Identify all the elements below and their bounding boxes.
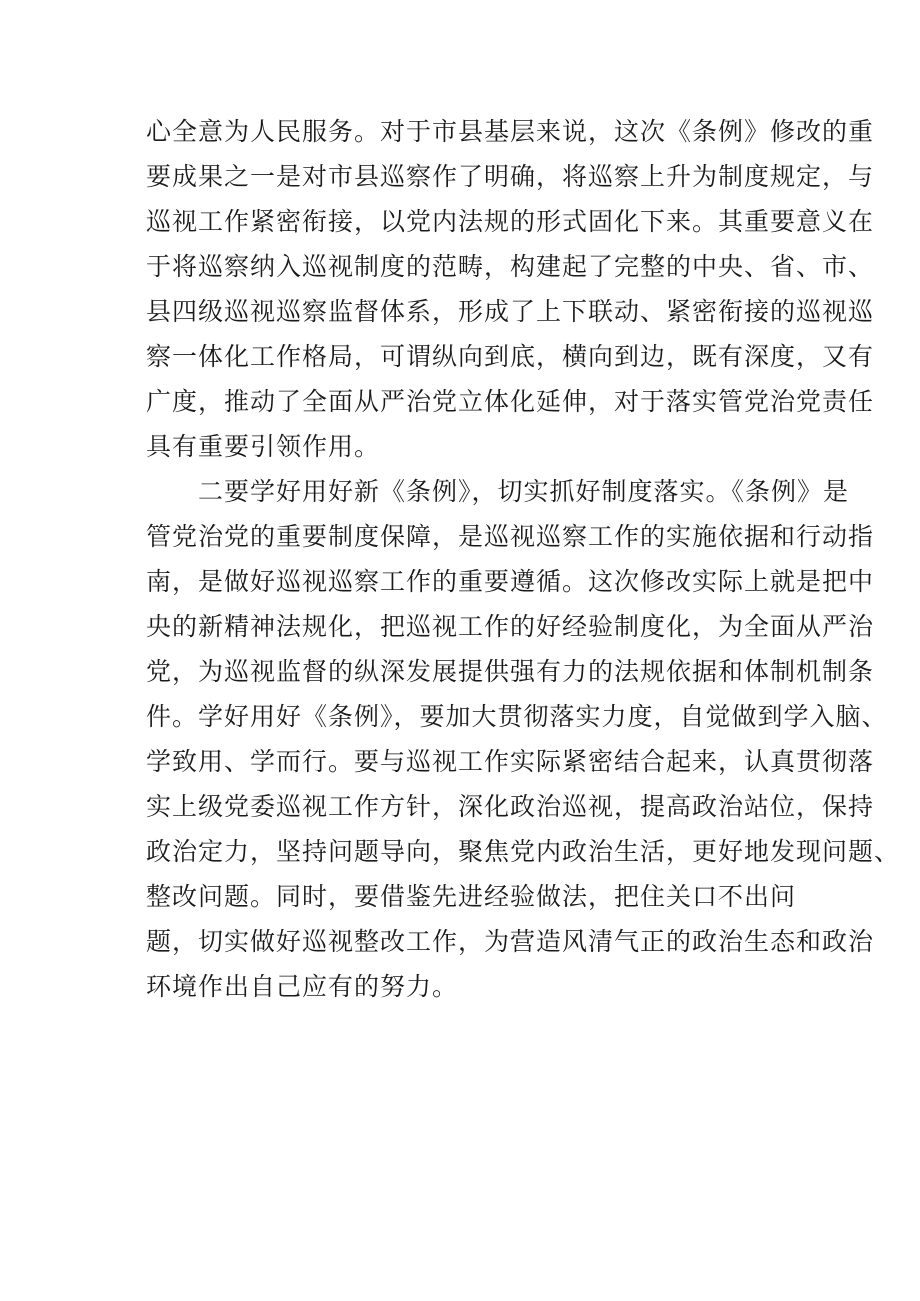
text-line: 管党治党的重要制度保障，是巡视巡察工作的实施依据和行动指 xyxy=(146,522,875,551)
paragraph-1 xyxy=(146,109,875,469)
text-line: 于将巡察纳入巡视制度的范畴，构建起了完整的中央、省、市、 xyxy=(146,252,875,281)
text-line: 二要学好用好新《条例》，切实抓好制度落实。《条例》是 xyxy=(146,477,850,506)
text-line: 党，为巡视监督的纵深发展提供强有力的法规依据和体制机制条 xyxy=(146,657,875,686)
text-line: 实上级党委巡视工作方针，深化政治巡视，提高政治站位，保持 xyxy=(146,792,875,821)
text-line: 巡视工作紧密衔接，以党内法规的形式固化下来。其重要意义在 xyxy=(146,207,875,236)
text-line: 件。学好用好《条例》，要加大贯彻落实力度，自觉做到学入脑、 xyxy=(146,702,888,731)
text-line: 学致用、学而行。要与巡视工作实际紧密结合起来，认真贯彻落 xyxy=(146,747,875,776)
text-line: 题，切实做好巡视整改工作，为营造风清气正的政治生态和政治 xyxy=(146,927,875,956)
text-line: 整改问题。同时，要借鉴先进经验做法，把住关口不出问 xyxy=(146,882,797,911)
paragraph-2 xyxy=(146,469,901,1009)
text-line: 要成果之一是对市县巡察作了明确，将巡察上升为制度规定，与 xyxy=(146,162,875,191)
text-line: 央的新精神法规化，把巡视工作的好经验制度化，为全面从严治 xyxy=(146,612,875,641)
text-line: 心全意为人民服务。对于市县基层来说，这次《条例》修改的重 xyxy=(146,117,875,146)
document-body xyxy=(146,109,901,1009)
text-line: 具有重要引领作用。 xyxy=(146,432,381,461)
text-line: 政治定力，坚持问题导向，聚焦党内政治生活，更好地发现问题、 xyxy=(146,837,901,866)
text-line: 广度，推动了全面从严治党立体化延伸，对于落实管党治党责任 xyxy=(146,387,875,416)
text-line: 察一体化工作格局，可谓纵向到底，横向到边，既有深度，又有 xyxy=(146,342,875,371)
text-line: 南，是做好巡视巡察工作的重要遵循。这次修改实际上就是把中 xyxy=(146,567,875,596)
text-line: 环境作出自己应有的努力。 xyxy=(146,972,459,1001)
text-line: 县四级巡视巡察监督体系，形成了上下联动、紧密衔接的巡视巡 xyxy=(146,297,875,326)
